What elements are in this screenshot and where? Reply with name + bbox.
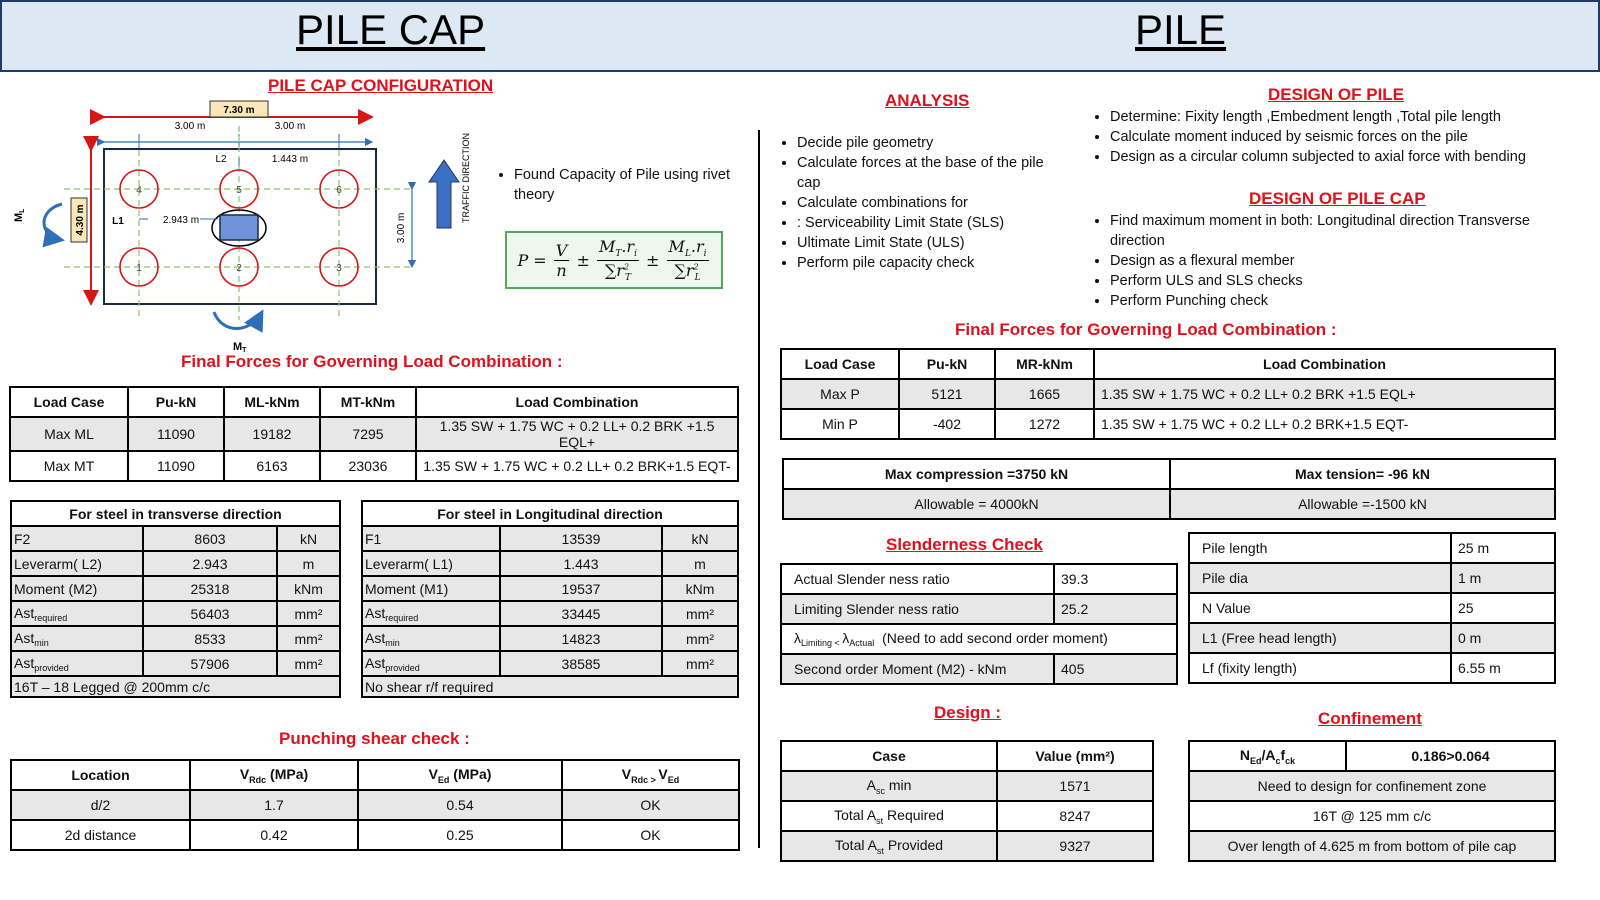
header-banner [0, 0, 1600, 72]
column-header: Load Combination [416, 387, 738, 417]
traffic-direction-arrow [429, 160, 459, 228]
width-dimension-label: 7.30 m [223, 105, 255, 116]
l2-label: L2 [215, 154, 227, 165]
table-row: $A_{sc}$ min 1571 [781, 771, 1153, 801]
punching-table [10, 759, 740, 851]
mt-moment-arrow [214, 312, 262, 329]
design-of-pile-list [1088, 107, 1588, 167]
ml-label: ML [13, 208, 26, 222]
punching-title: Punching shear check : [279, 729, 470, 748]
table-row: Moment (M2) 25318 kNm [11, 576, 340, 601]
list-item: • : Serviceability Limit State (SLS) [797, 213, 1065, 233]
pile-capacity-table [782, 458, 1556, 520]
slenderness-title: Slenderness Check [886, 535, 1043, 554]
table-row: 2d distance 0.42 0.25 OK [11, 820, 739, 850]
column-header: Load Case [10, 387, 128, 417]
confinement-ratio-value: 0.186>0.064 [1346, 741, 1555, 771]
table-row: Leverarm( L1) 1.443 m [362, 551, 738, 576]
steel-transverse-title: For steel in transverse direction [11, 501, 340, 526]
pile-number: 6 [336, 185, 342, 196]
column-header: $V_{Rdc}$ (MPa) [190, 760, 358, 790]
column-header: $V_{Ed}$ (MPa) [358, 760, 562, 790]
list-item: • Perform pile capacity check [797, 253, 1065, 273]
list-item: • Calculate combinations for [797, 193, 1065, 213]
table-row: F1 13539 kN [362, 526, 738, 551]
depth-dimension-label: 4.30 m [75, 204, 86, 236]
half-span-right-label: 3.00 m [274, 121, 306, 132]
table-row: d/2 1.7 0.54 OK [11, 790, 739, 820]
list-item: • Find maximum moment in both: Longitudinal direction Transverse direction [1110, 211, 1568, 251]
list-item: • Perform Punching check [1110, 291, 1568, 311]
table-row: Moment (M1) 19537 kNm [362, 576, 738, 601]
pile-forces-title: Final Forces for Governing Load Combination : [955, 320, 1337, 339]
design-of-pile-cap-list [1088, 211, 1568, 311]
analysis-list [775, 133, 1065, 273]
max-compression: Max compression =3750 kN [783, 459, 1170, 489]
table-row [362, 676, 738, 697]
table-row: Max MT 11090 6163 23036 1.35 SW + 1.75 WC + 0.2 LL+ 0.2 BRK+1.5 EQT- [10, 451, 738, 481]
table-row: Need to design for confinement zone [1189, 771, 1555, 801]
pile-properties-table [1188, 532, 1556, 684]
pile-number: 3 [336, 263, 342, 274]
column-section [220, 215, 258, 240]
column-header: $V_{Rdc >}$ $V_{Ed}$ [562, 760, 739, 790]
table-row: Ast$_{required}$ 33445 mm² [362, 601, 738, 626]
l1-value: 2.943 m [162, 215, 200, 226]
column-header: Pu-kN [128, 387, 224, 417]
l1-label: L1 [112, 216, 124, 227]
pile-number: 4 [136, 185, 142, 196]
table-row: F2 8603 kN [11, 526, 340, 551]
table-row: Leverarm( L2) 2.943 m [11, 551, 340, 576]
allowable-compression: Allowable = 4000kN [783, 489, 1170, 519]
half-span-left-label: 3.00 m [174, 121, 206, 132]
list-item: • Ultimate Limit State (ULS) [797, 233, 1065, 253]
table-row: $\lambda_{Limiting <}$ $\lambda_{Actual}$ (Need to add second order moment) [781, 624, 1177, 654]
steel-transverse-table [10, 500, 341, 698]
analysis-title: ANALYSIS [885, 91, 970, 110]
design-of-pile-cap-title: DESIGN OF PILE CAP [1249, 189, 1426, 208]
steel-longitudinal-note: No shear r/f required [362, 676, 738, 697]
design-table [780, 740, 1154, 862]
pile-load-formula: P = $\frac{V}{n}$ ± $\frac{M_T.r_i}{\sum r^2_T}$ ± $\frac{M_L.r_i}{\sum r^2_L}$ [505, 231, 723, 289]
pile-forces-table [780, 348, 1556, 440]
table-row: Ast$_{provided}$ 38585 mm² [362, 651, 738, 676]
steel-longitudinal-table [361, 500, 739, 698]
confinement-title: Confinement [1318, 709, 1422, 728]
pile-spacing-vertical-label: 3.00 m [396, 212, 407, 244]
l2-value: 1.443 m [271, 154, 309, 165]
allowable-tension: Allowable =-1500 kN [1170, 489, 1555, 519]
pile-number: 2 [236, 263, 242, 274]
confinement-table [1188, 740, 1556, 862]
pile-number: 5 [236, 185, 242, 196]
table-row: Pile dia 1 m [1189, 563, 1555, 593]
list-item: • Calculate forces at the base of the pile cap [797, 153, 1065, 193]
confinement-ratio-label: $N_{Ed}/A_cf_{ck}$ [1189, 741, 1346, 771]
table-row: Max P 5121 1665 1.35 SW + 1.75 WC + 0.2 LL+ 0.2 BRK +1.5 EQL+ [781, 379, 1555, 409]
rivet-theory-note [492, 165, 732, 205]
column-header: Load Case [781, 349, 899, 379]
table-row: N Value 25 [1189, 593, 1555, 623]
pile-heading: PILE [1135, 6, 1227, 53]
table-row [11, 676, 340, 697]
column-header: MR-kNm [995, 349, 1094, 379]
table-row: Ast$_{min}$ 8533 mm² [11, 626, 340, 651]
table-row: L1 (Free head length) 0 m [1189, 623, 1555, 653]
steel-transverse-note: 16T – 18 Legged @ 200mm c/c [11, 676, 340, 697]
pile-number: 1 [136, 263, 142, 274]
table-row: Over length of 4.625 m from bottom of pile cap [1189, 831, 1555, 861]
table-row: Min P -402 1272 1.35 SW + 1.75 WC + 0.2 LL+ 0.2 BRK+1.5 EQT- [781, 409, 1555, 439]
pile-cap-heading: PILE CAP [296, 6, 486, 53]
table-row: Limiting Slender ness ratio 25.2 [781, 594, 1177, 624]
list-item: • Design as a circular column subjected to axial force with bending [1110, 147, 1588, 167]
list-item: • Design as a flexural member [1110, 251, 1568, 271]
list-item: • Perform ULS and SLS checks [1110, 271, 1568, 291]
table-row: Ast$_{min}$ 14823 mm² [362, 626, 738, 651]
steel-longitudinal-title: For steel in Longitudinal direction [362, 501, 738, 526]
column-header: Location [11, 760, 190, 790]
table-row: 16T @ 125 mm c/c [1189, 801, 1555, 831]
table-row: Pile length 25 m [1189, 533, 1555, 563]
list-item: • Determine: Fixity length ,Embedment length ,Total pile length [1110, 107, 1588, 127]
design-title: Design : [934, 703, 1002, 722]
table-row: Ast$_{provided}$ 57906 mm² [11, 651, 340, 676]
list-item: • Decide pile geometry [797, 133, 1065, 153]
pile-cap-diagram [0, 96, 480, 358]
table-row: Total $A_{st}$ Provided 9327 [781, 831, 1153, 861]
traffic-direction-label: TRAFFIC DIRECTION [461, 133, 471, 223]
section-divider [758, 130, 760, 848]
column-header: ML-kNm [224, 387, 320, 417]
column-header: Case [781, 741, 997, 771]
list-item: • Calculate moment induced by seismic forces on the pile [1110, 127, 1588, 147]
table-row: Second order Moment (M2) - kNm 405 [781, 654, 1177, 684]
pile-cap-config-title: PILE CAP CONFIGURATION [268, 76, 494, 95]
column-header: Value (mm²) [997, 741, 1153, 771]
rivet-theory-item: • Found Capacity of Pile using rivet theory [514, 165, 732, 205]
table-row: Total $A_{st}$ Required 8247 [781, 801, 1153, 831]
cap-forces-title: Final Forces for Governing Load Combination : [181, 352, 563, 371]
table-row: Lf (fixity length) 6.55 m [1189, 653, 1555, 683]
slenderness-table [780, 563, 1178, 685]
table-row: Actual Slender ness ratio 39.3 [781, 564, 1177, 594]
design-of-pile-title: DESIGN OF PILE [1268, 85, 1405, 104]
cap-forces-table [9, 386, 739, 482]
table-row: Max ML 11090 19182 7295 1.35 SW + 1.75 WC + 0.2 LL+ 0.2 BRK +1.5 EQL+ [10, 417, 738, 451]
mt-label: MT [233, 341, 247, 354]
max-tension: Max tension= -96 kN [1170, 459, 1555, 489]
column-header: Load Combination [1094, 349, 1555, 379]
column-header: MT-kNm [320, 387, 416, 417]
ml-moment-arrow [44, 204, 62, 240]
column-header: Pu-kN [899, 349, 995, 379]
table-row: Ast$_{required}$ 56403 mm² [11, 601, 340, 626]
